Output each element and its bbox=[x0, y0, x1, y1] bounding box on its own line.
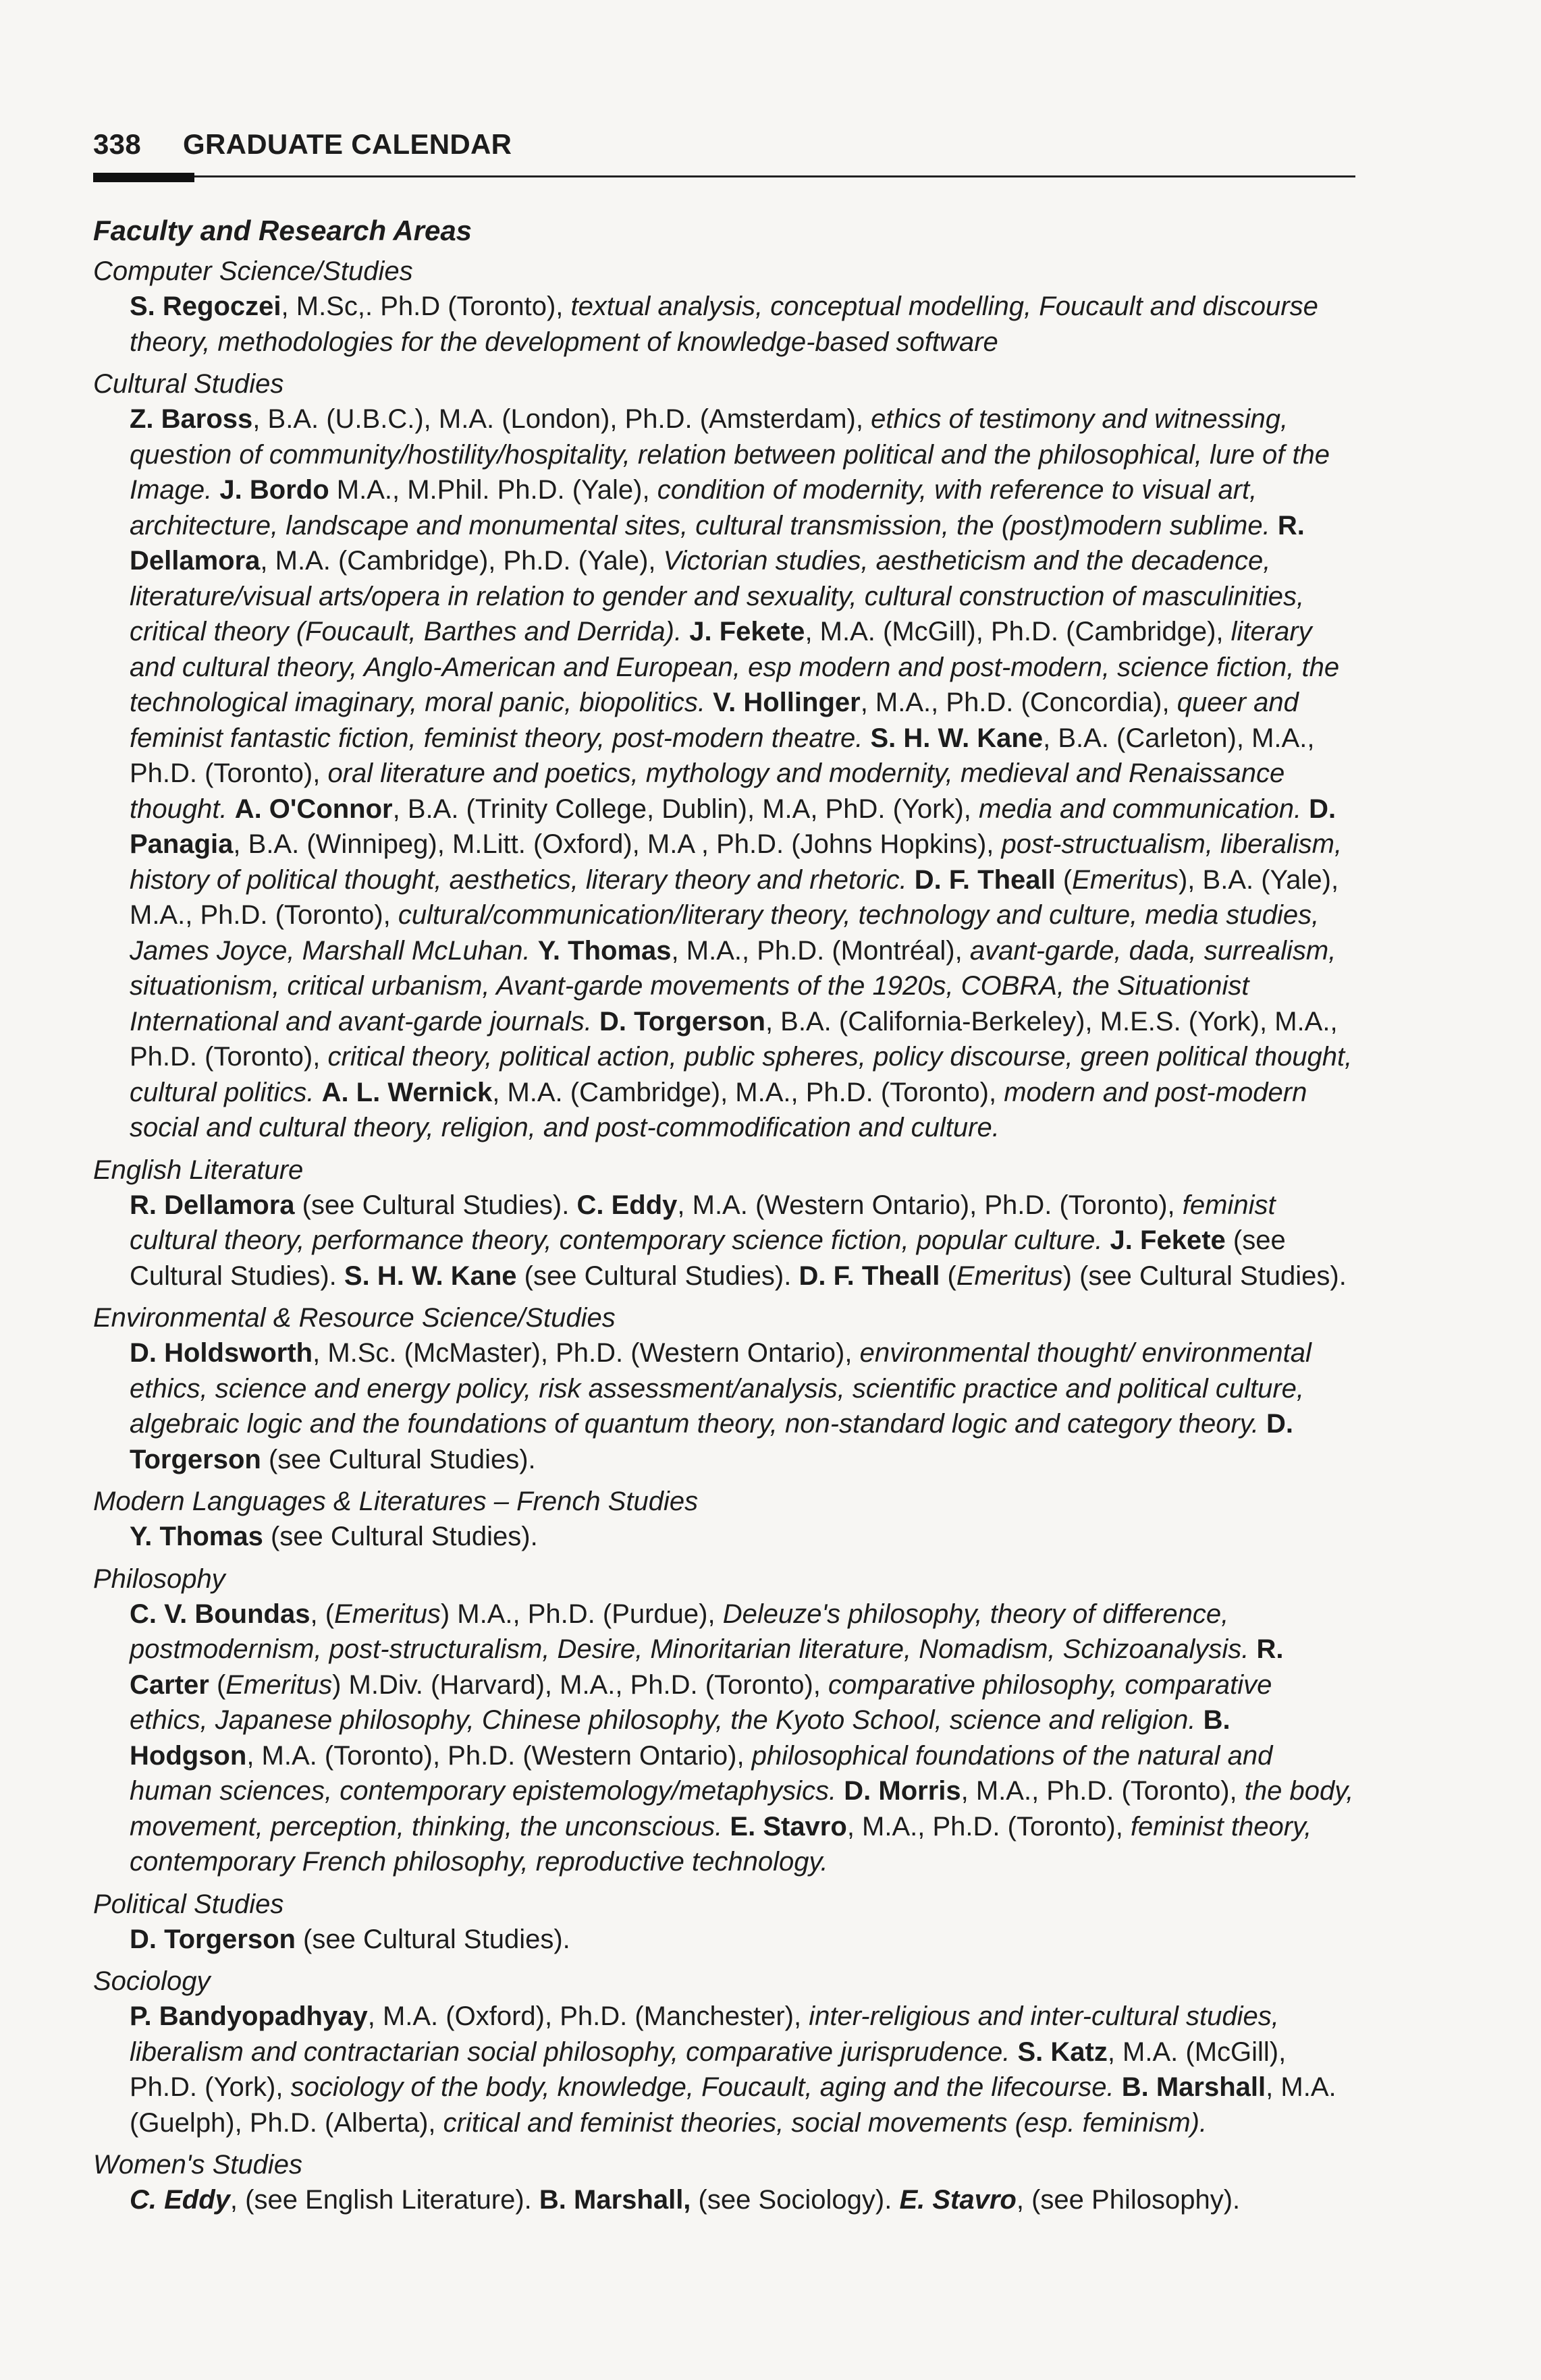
faculty-entries bbox=[130, 1188, 1355, 1294]
research-area-name: Cultural Studies bbox=[93, 369, 284, 399]
research-area bbox=[93, 1484, 1355, 1555]
research-interests: Emeritus bbox=[1072, 864, 1179, 895]
research-interests: condition of modernity, with reference to visual art, architecture, landscape and monumental sites, cultural transmission, the (post)modern sublime. bbox=[130, 475, 1278, 541]
faculty-name: B. Marshall bbox=[1121, 2072, 1266, 2102]
faculty-name: J. Fekete bbox=[689, 617, 805, 646]
credentials: , M.A. (Western Ontario), Ph.D. (Toronto), bbox=[677, 1190, 1183, 1220]
credentials: , M.A., Ph.D. (Montréal), bbox=[671, 935, 970, 966]
faculty-name: A. L. Wernick bbox=[321, 1077, 493, 1107]
credentials: ) M.A., Ph.D. (Purdue), bbox=[440, 1599, 723, 1629]
faculty-entries bbox=[130, 289, 1355, 360]
credentials: , ( bbox=[310, 1599, 335, 1629]
research-area bbox=[93, 1153, 1355, 1294]
credentials: , B.A. (Winnipeg), M.Litt. (Oxford), M.A , Ph.D. (Johns Hopkins), bbox=[233, 829, 1002, 859]
research-area-name: Philosophy bbox=[93, 1563, 225, 1594]
faculty-name: B. Marshall, bbox=[539, 2185, 691, 2215]
faculty-entries bbox=[130, 2182, 1355, 2218]
faculty-name: D. Torgerson bbox=[130, 1409, 1294, 1474]
research-interests: the body, movement, perception, thinking, the unconscious. bbox=[130, 1776, 1354, 1842]
faculty-name: D. Torgerson bbox=[599, 1006, 765, 1036]
credentials: (see Cultural Studies). bbox=[130, 1225, 1286, 1291]
faculty-name: C. Eddy bbox=[130, 2185, 230, 2215]
research-area bbox=[93, 1887, 1355, 1958]
faculty-name: A. O'Connor bbox=[234, 794, 393, 824]
research-area bbox=[93, 1964, 1355, 2140]
research-interests: literary and cultural theory, Anglo-American and European, esp modern and post-modern, science fiction, the technological imaginary, moral panic, biopolitics. bbox=[130, 617, 1340, 717]
research-area bbox=[93, 366, 1355, 1146]
credentials: , B.A. (Trinity College, Dublin), M.A, PhD. (York), bbox=[392, 794, 979, 824]
credentials: , (see Philosophy). bbox=[1016, 2185, 1241, 2215]
research-area bbox=[93, 254, 1355, 360]
credentials: (see Cultural Studies). bbox=[516, 1261, 799, 1291]
credentials: , M.Sc. (McMaster), Ph.D. (Western Ontario), bbox=[313, 1338, 860, 1368]
research-area-name: Women's Studies bbox=[93, 2150, 302, 2180]
faculty-name: S. H. W. Kane bbox=[344, 1261, 517, 1291]
research-interests: textual analysis, conceptual modelling, Foucault and discourse theory, methodologies for the development of knowledge-based software bbox=[130, 292, 1318, 357]
credentials: , M.A. (Cambridge), M.A., Ph.D. (Toronto), bbox=[492, 1077, 1004, 1107]
faculty-name: Z. Baross bbox=[130, 404, 253, 434]
research-interests: critical and feminist theories, social movements (esp. feminism). bbox=[443, 2107, 1208, 2138]
faculty-entries bbox=[130, 1999, 1355, 2140]
research-area bbox=[93, 1300, 1355, 1477]
credentials: , (see English Literature). bbox=[229, 2185, 539, 2215]
research-interests: cultural/communication/literary theory, technology and culture, media studies, James Joyce, Marshall McLuhan. bbox=[130, 900, 1320, 966]
faculty-name: Y. Thomas bbox=[537, 935, 672, 966]
faculty-name: E. Stavro bbox=[730, 1811, 847, 1842]
credentials: ( bbox=[940, 1261, 956, 1291]
faculty-name: E. Stavro bbox=[899, 2185, 1017, 2215]
credentials: , M.A., Ph.D. (Concordia), bbox=[860, 688, 1177, 717]
faculty-name: D. Morris bbox=[844, 1776, 961, 1806]
faculty-name: R. Dellamora bbox=[130, 1190, 295, 1220]
credentials: M.A., M.Phil. Ph.D. (Yale), bbox=[329, 475, 657, 505]
faculty-name: D. F. Theall bbox=[914, 864, 1056, 895]
research-area bbox=[93, 1561, 1355, 1880]
credentials: ) M.Div. (Harvard), M.A., Ph.D. (Toronto), bbox=[332, 1669, 829, 1700]
faculty-name: P. Bandyopadhyay bbox=[130, 2001, 368, 2031]
faculty-name: R. Dellamora bbox=[130, 510, 1305, 576]
research-area bbox=[93, 2147, 1355, 2218]
credentials: ), B.A. (Yale), M.A., Ph.D. (Toronto), bbox=[130, 864, 1339, 930]
credentials: , M.Sc,. Ph.D (Toronto), bbox=[281, 292, 571, 321]
credentials: ( bbox=[209, 1669, 226, 1700]
faculty-name: S. H. W. Kane bbox=[870, 723, 1044, 753]
faculty-entries bbox=[130, 1335, 1355, 1477]
research-interests: post-structualism, liberalism, history of political thought, aesthetics, literary theory and rhetoric. bbox=[130, 829, 1343, 895]
research-interests: oral literature and poetics, mythology and modernity, medieval and Renaissance thought. bbox=[130, 758, 1285, 824]
research-interests: feminist cultural theory, performance theory, contemporary science fiction, popular culture. bbox=[130, 1190, 1276, 1255]
calendar-page bbox=[93, 128, 1355, 2218]
research-area-name: Political Studies bbox=[93, 1889, 284, 1919]
research-interests: inter-religious and inter-cultural studies, liberalism and contractarian social philosophy, comparative jurisprudence. bbox=[130, 2001, 1279, 2067]
header-rule-line bbox=[93, 175, 1355, 177]
faculty-name: S. Regoczei bbox=[130, 292, 281, 321]
research-areas-list bbox=[93, 254, 1355, 2218]
credentials: , M.A., Ph.D. (Toronto), bbox=[961, 1776, 1245, 1806]
faculty-name: D. Panagia bbox=[130, 794, 1336, 859]
faculty-name: C. Eddy bbox=[576, 1190, 678, 1220]
faculty-name: R. Carter bbox=[130, 1634, 1284, 1700]
research-interests: Deleuze's philosophy, theory of difference, postmodernism, post-structuralism, Desire, Minoritarian literature, Nomadism, Schizoanalysis. bbox=[130, 1599, 1257, 1664]
faculty-entries bbox=[130, 1519, 1355, 1555]
research-area-name: Computer Science/Studies bbox=[93, 256, 413, 286]
research-interests: sociology of the body, knowledge, Foucault, aging and the lifecourse. bbox=[290, 2072, 1122, 2102]
credentials: , M.A. (McGill), Ph.D. (Cambridge), bbox=[805, 617, 1231, 646]
header-rule bbox=[93, 173, 1355, 182]
header-rule-block bbox=[93, 173, 194, 182]
faculty-name: J. Bordo bbox=[219, 475, 329, 505]
faculty-name: V. Hollinger bbox=[713, 688, 861, 717]
research-interests: philosophical foundations of the natural and human sciences, contemporary epistemology/metaphysics. bbox=[130, 1740, 1273, 1806]
research-interests: queer and feminist fantastic fiction, feminist theory, post-modern theatre. bbox=[130, 688, 1299, 753]
research-interests: ethics of testimony and witnessing, question of community/hostility/hospitality, relation between political and the philosophical, lure of the Image. bbox=[130, 404, 1330, 505]
research-interests: modern and post-modern social and cultural theory, religion, and post-commodification and culture. bbox=[130, 1077, 1307, 1142]
credentials: (see Cultural Studies). bbox=[263, 1522, 538, 1551]
credentials: , B.A. (U.B.C.), M.A. (London), Ph.D. (Amsterdam), bbox=[252, 404, 871, 434]
research-interests: Emeritus bbox=[225, 1669, 333, 1700]
research-interests: Emeritus bbox=[334, 1599, 441, 1629]
faculty-name: B. Hodgson bbox=[130, 1705, 1231, 1771]
research-interests: critical theory, political action, public spheres, policy discourse, green political thought, cultural politics. bbox=[130, 1042, 1353, 1107]
credentials: , M.A. (Guelph), Ph.D. (Alberta), bbox=[130, 2072, 1336, 2138]
faculty-name: D. Holdsworth bbox=[130, 1338, 313, 1368]
credentials: , B.A. (Carleton), M.A., Ph.D. (Toronto), bbox=[130, 723, 1315, 788]
research-area-name: Environmental & Resource Science/Studies bbox=[93, 1303, 616, 1333]
research-interests: environmental thought/ environmental ethics, science and energy policy, risk assessment/analysis, scientific practice and political culture, algebraic logic and the foundations of quantum theory, non-standard logic and category theory. bbox=[130, 1338, 1312, 1439]
faculty-name: D. F. Theall bbox=[799, 1261, 940, 1291]
credentials: (see Cultural Studies). bbox=[295, 1924, 570, 1954]
faculty-name: D. Torgerson bbox=[130, 1924, 296, 1954]
credentials: , M.A. (Toronto), Ph.D. (Western Ontario), bbox=[246, 1740, 752, 1771]
research-interests: Victorian studies, aestheticism and the decadence, literature/visual arts/opera in relation to gender and sexuality, cultural construction of masculinities, critical theory (Foucault, Barthes and Derrida). bbox=[130, 546, 1305, 646]
faculty-name: J. Fekete bbox=[1110, 1225, 1226, 1255]
research-interests: avant-garde, dada, surrealism, situationism, critical urbanism, Avant-garde movements of the 1920s, COBRA, the Situationist International and avant-garde journals. bbox=[130, 935, 1336, 1036]
research-area-name: English Literature bbox=[93, 1155, 304, 1185]
credentials: (see Cultural Studies). bbox=[294, 1190, 577, 1220]
credentials: , M.A., Ph.D. (Toronto), bbox=[846, 1811, 1131, 1842]
faculty-name: S. Katz bbox=[1017, 2037, 1108, 2067]
credentials: ( bbox=[1055, 864, 1073, 895]
credentials: (see Sociology). bbox=[691, 2185, 900, 2215]
faculty-entries bbox=[130, 1922, 1355, 1958]
page-number: 338 bbox=[93, 128, 141, 160]
credentials: ) (see Cultural Studies). bbox=[1062, 1261, 1347, 1291]
running-head bbox=[93, 128, 1355, 161]
research-area-name: Modern Languages & Literatures – French Studies bbox=[93, 1487, 699, 1516]
section-title: Faculty and Research Areas bbox=[93, 215, 472, 246]
research-interests: feminist theory, contemporary French philosophy, reproductive technology. bbox=[130, 1811, 1312, 1877]
credentials: , B.A. (California-Berkeley), M.E.S. (York), M.A., Ph.D. (Toronto), bbox=[130, 1006, 1338, 1072]
credentials: , M.A. (Cambridge), Ph.D. (Yale), bbox=[260, 546, 664, 576]
research-interests: Emeritus bbox=[956, 1261, 1063, 1291]
research-area-name: Sociology bbox=[93, 1966, 211, 1996]
faculty-entries bbox=[130, 402, 1355, 1146]
research-interests: media and communication. bbox=[979, 794, 1309, 824]
faculty-entries bbox=[130, 1597, 1355, 1880]
faculty-name: C. V. Boundas bbox=[130, 1599, 310, 1629]
faculty-name: Y. Thomas bbox=[130, 1522, 263, 1551]
running-title: GRADUATE CALENDAR bbox=[182, 128, 512, 160]
credentials: , M.A. (Oxford), Ph.D. (Manchester), bbox=[367, 2001, 809, 2031]
research-interests: comparative philosophy, comparative ethics, Japanese philosophy, Chinese philosophy, the Kyoto School, science and religion. bbox=[130, 1669, 1272, 1735]
credentials: (see Cultural Studies). bbox=[261, 1444, 536, 1474]
credentials: , M.A. (McGill), Ph.D. (York), bbox=[130, 2037, 1287, 2102]
